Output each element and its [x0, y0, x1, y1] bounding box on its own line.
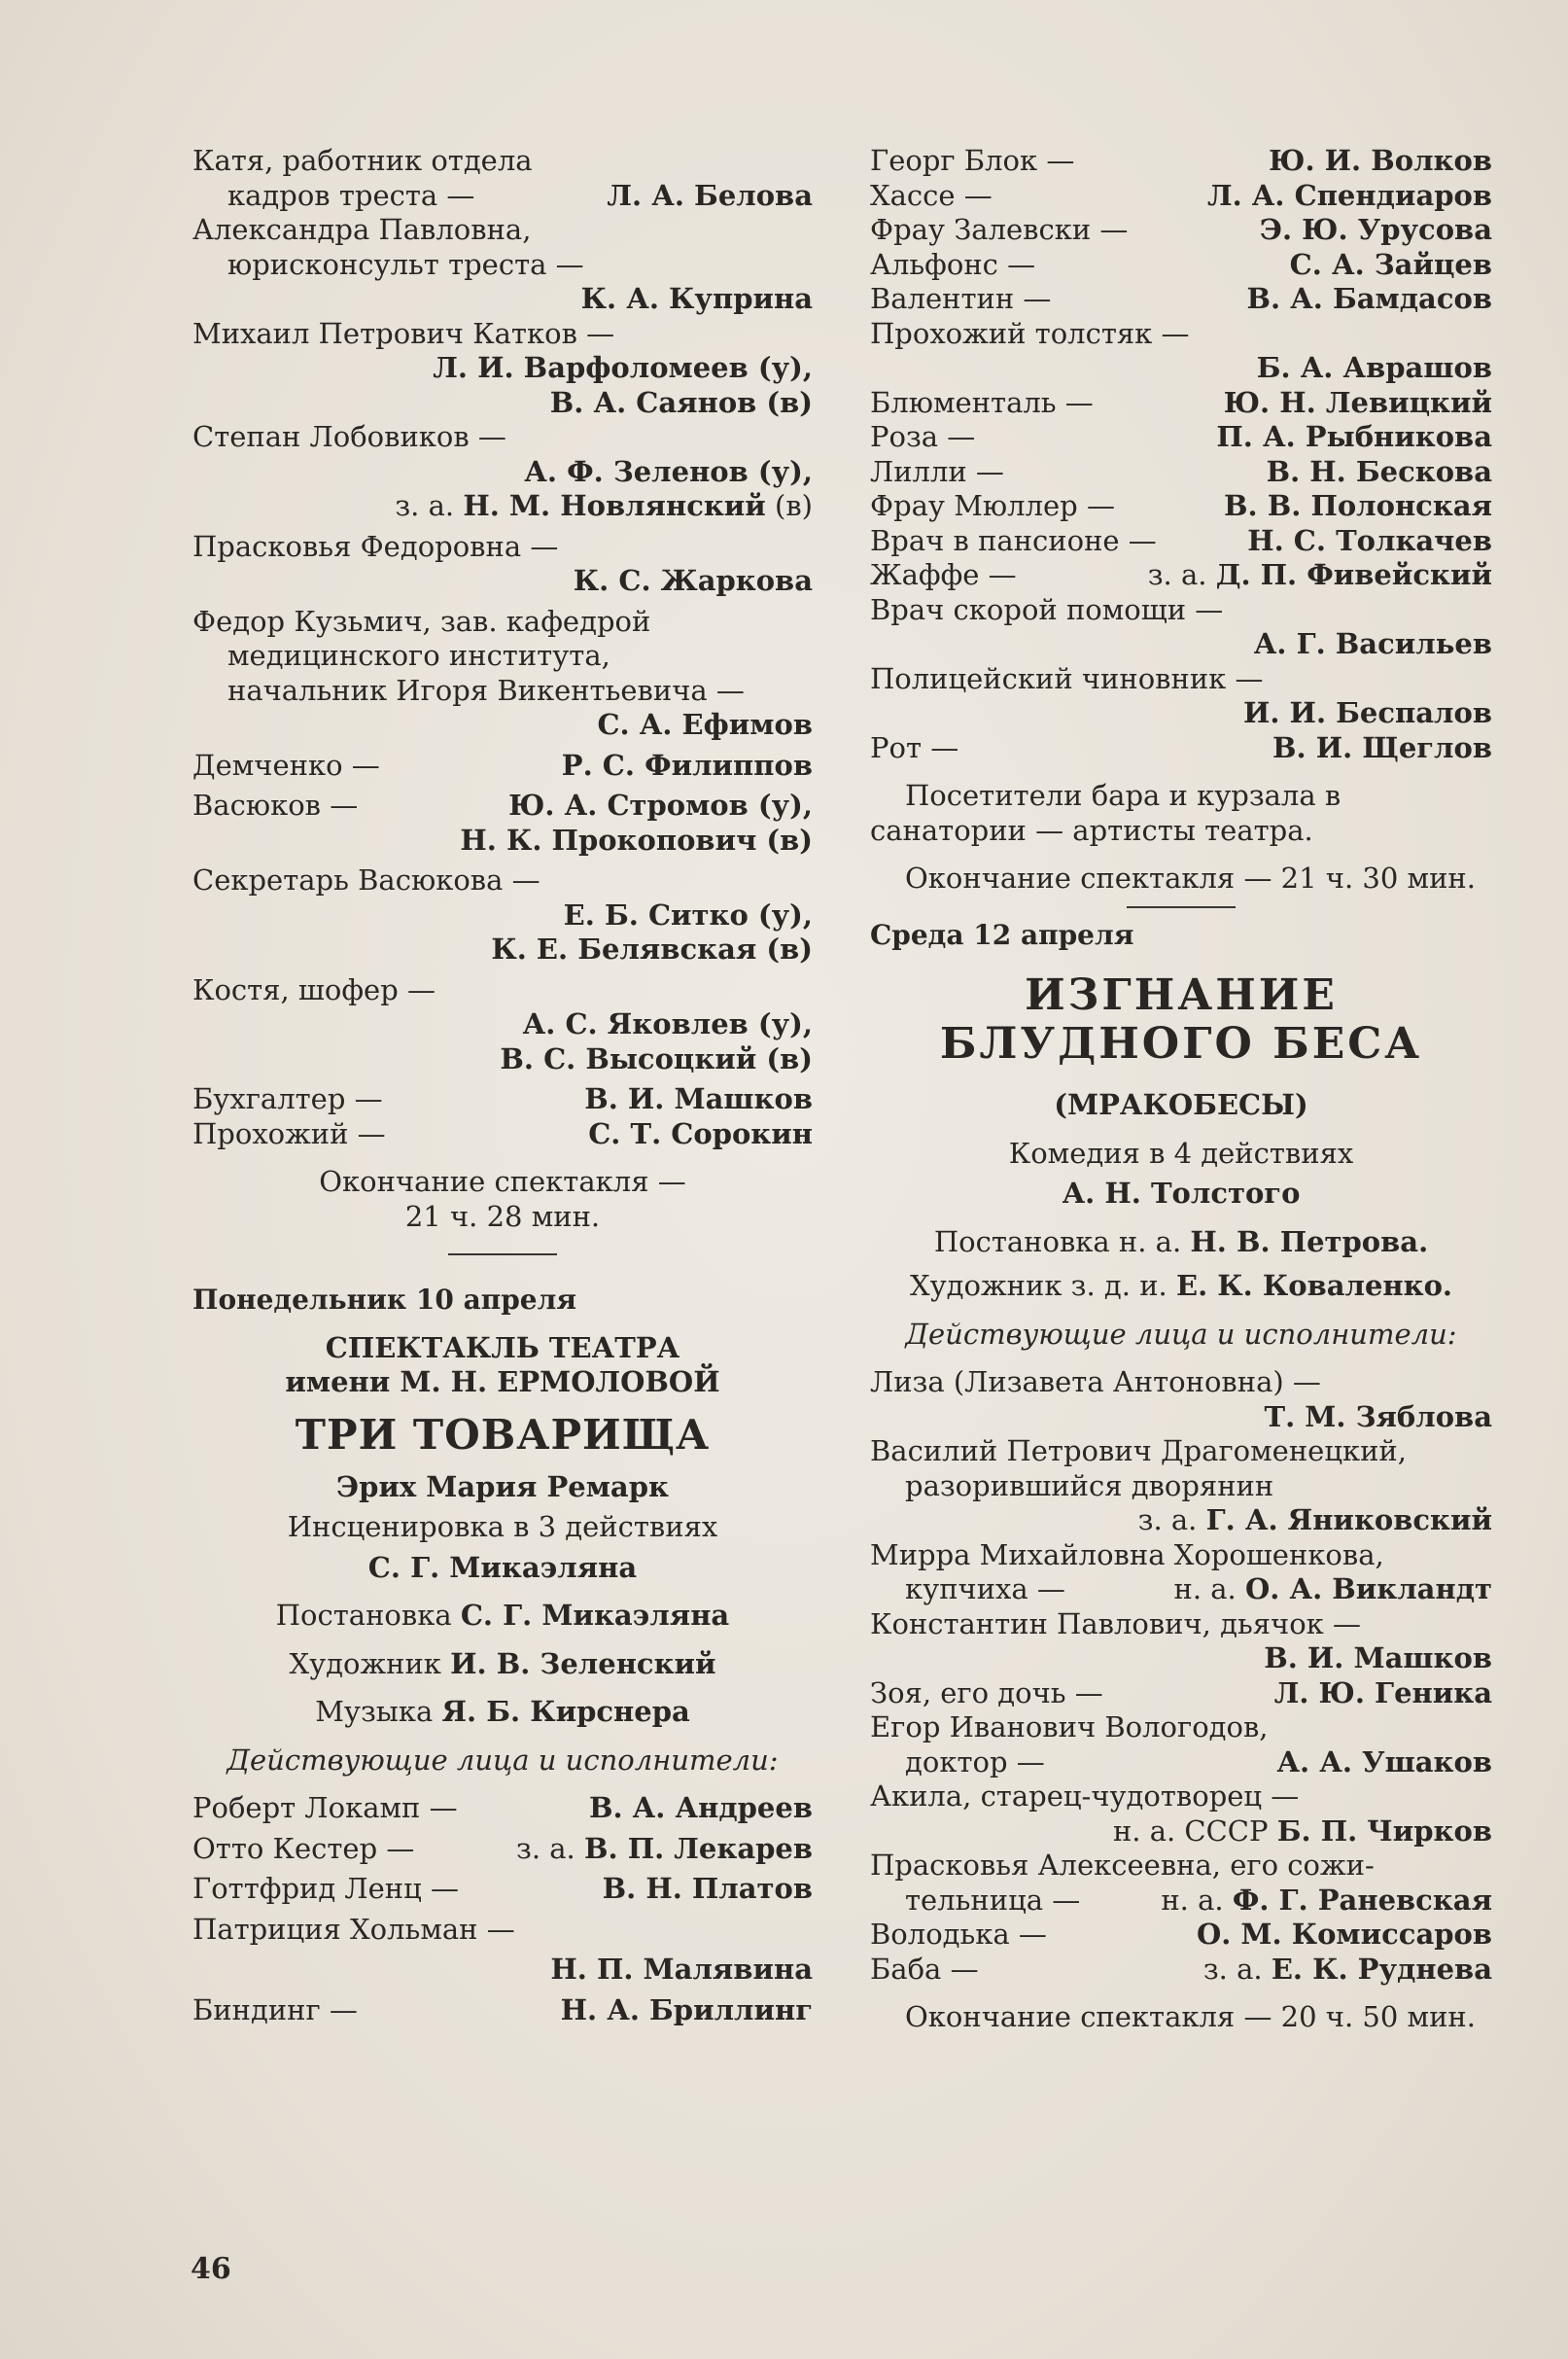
role-binding: Биндинг —	[192, 1992, 358, 2026]
actor-praskovya: К. С. Жаркова	[573, 564, 813, 597]
role-volodka: Володька —	[870, 1918, 1047, 1951]
actor-frau: Э. Ю. Урусова	[1259, 213, 1492, 246]
role-stepan: Степан Лобовиков —	[192, 420, 506, 453]
actor-fedor: С. А. Ефимов	[597, 708, 813, 741]
actor-otto: В. П. Лекарев	[584, 1831, 813, 1865]
role-valentin: Валентин —	[870, 282, 1052, 315]
role-blumenthal: Блюменталь —	[870, 385, 1094, 419]
play-title-line-2: БЛУДНОГО БЕСА	[939, 1019, 1423, 1069]
role-katya-cont: кадров треста —	[227, 178, 475, 212]
actor-patricia: Н. П. Малявина	[550, 1953, 813, 1986]
actor-lilli: В. Н. Бескова	[1266, 454, 1492, 488]
actor-secretary-2: К. Е. Белявская (в)	[491, 933, 813, 966]
actor-fat: Б. А. Аврашов	[1256, 351, 1492, 384]
visitors-note: Посетители бара и курзала в санатории — артисты театра.	[870, 779, 1342, 847]
actor-vasily-line	[870, 1503, 1492, 1538]
actor-ambulance: А. Г. Васильев	[1253, 627, 1492, 660]
cast-line-prohozhiy	[192, 1117, 813, 1152]
role-buhgalter: Бухгалтер —	[192, 1082, 383, 1115]
credit-name: С. Г. Микаэляна	[460, 1599, 730, 1632]
actor-alfons: С. А. Зайцев	[1289, 247, 1492, 281]
cast-line-valentin	[870, 282, 1492, 317]
end-time-note: Окончание спектакля — 21 ч. 30 мин.	[905, 862, 1476, 895]
actor-vasyukov-1: Ю. А. Стромов (у),	[508, 789, 813, 822]
actor-stepan-1: А. Ф. Зеленов (у),	[524, 454, 813, 488]
role-gottfried: Готтфрид Ленц —	[192, 1872, 459, 1905]
cast-line-volodka	[870, 1918, 1492, 1953]
theatre-line-2: имени М. Н. ЕРМОЛОВОЙ	[285, 1365, 720, 1398]
cast-line-vasyukov	[192, 789, 813, 824]
actor-akila: Б. П. Чирков	[1276, 1813, 1492, 1848]
actor-kostya-1: А. С. Яковлев (у),	[522, 1007, 813, 1040]
actor-katkov-2: В. А. Саянов (в)	[549, 385, 813, 419]
play-adaptation: Инсценировка в 3 действиях	[287, 1510, 718, 1543]
actor-valentin: В. А. Бамдасов	[1246, 282, 1492, 315]
credit-name: Е. К. Коваленко.	[1175, 1269, 1453, 1302]
cast-heading: Действующие лица и исполнители:	[905, 1317, 1457, 1351]
role-muller: Фрау Мюллер —	[870, 489, 1115, 522]
actor-egor: А. А. Ушаков	[1276, 1744, 1492, 1778]
role-katya: Катя, работник отдела	[192, 144, 533, 177]
credit-name: И. В. Зеленский	[450, 1646, 716, 1680]
role-robert: Роберт Локамп —	[192, 1791, 458, 1824]
actor-liza: Т. М. Зяблова	[1264, 1399, 1492, 1433]
role-praskovya-alekseevna: Прасковья Алексеевна, его сожи-	[870, 1848, 1375, 1882]
title-prefix: н. а.	[1173, 1572, 1237, 1605]
role-akila: Акила, старец-чудотворец —	[870, 1779, 1300, 1813]
cast-line-doctor	[870, 524, 1492, 559]
role-police: Полицейский чиновник —	[870, 661, 1264, 695]
title-prefix: з. а.	[516, 1831, 575, 1865]
role-vasyukov: Васюков —	[192, 789, 359, 822]
role-secretary: Секретарь Васюкова —	[192, 863, 540, 897]
actor-vasyukov-2: Н. К. Прокопович (в)	[460, 823, 813, 857]
cast-line-georg	[870, 144, 1492, 179]
role-praskovya-cont: тельница —	[905, 1883, 1081, 1917]
actor-muller: В. В. Полонская	[1224, 489, 1492, 522]
actor-hasse: Л. А. Спендиаров	[1206, 178, 1492, 212]
cast-line-rot	[870, 731, 1492, 766]
credit-label: Художник	[909, 1269, 1063, 1302]
actor-kostya-2: В. С. Высоцкий (в)	[500, 1041, 813, 1075]
role-egor-cont: доктор —	[905, 1744, 1045, 1778]
cast-line-zoya	[870, 1676, 1492, 1711]
actor-georg: Ю. И. Волков	[1269, 144, 1492, 177]
actor-mirra: О. А. Викландт	[1245, 1572, 1492, 1605]
title-prefix: з. а.	[1147, 558, 1207, 591]
cast-line-frau	[870, 213, 1492, 248]
credit-label: Постановка	[275, 1599, 452, 1632]
role-alexandra: Александра Павловна,	[192, 213, 532, 246]
role-roza: Роза —	[870, 420, 976, 453]
role-patricia: Патриция Хольман —	[192, 1912, 515, 1946]
actor-praskovya-alekseevna: Ф. Г. Раневская	[1232, 1883, 1492, 1917]
play-genre: Комедия в 4 действиях	[1008, 1136, 1354, 1170]
role-jaffe: Жаффе —	[870, 558, 1017, 591]
role-rot: Рот —	[870, 730, 959, 764]
cast-line-binding	[192, 1993, 813, 2028]
cast-line-praskovya-alekseevna	[870, 1884, 1492, 1919]
cast-line-mirra	[870, 1572, 1492, 1607]
role-fedor-cont1: медицинского института,	[227, 639, 610, 672]
cast-line-buhgalter	[192, 1082, 813, 1117]
cast-line-alfons	[870, 248, 1492, 283]
play-author: Эрих Мария Ремарк	[336, 1469, 669, 1503]
credit-director	[870, 1225, 1492, 1260]
role-vasily-cont: разорившийся дворянин	[905, 1468, 1274, 1502]
role-mirra-cont: купчиха —	[905, 1572, 1065, 1605]
play-title-line-1: ИЗГНАНИЕ	[1025, 970, 1338, 1020]
cast-line-muller	[870, 489, 1492, 524]
play-title-three-comrades: ТРИ ТОВАРИЩА	[295, 1410, 711, 1459]
role-liza: Лиза (Лизавета Антоновна) —	[870, 1365, 1321, 1398]
credit-label: Музыка	[315, 1695, 434, 1728]
role-ambulance: Врач скорой помощи —	[870, 592, 1224, 626]
actor-doctor: Н. С. Толкачев	[1247, 523, 1492, 557]
role-konstantin: Константин Павлович, дьячок —	[870, 1606, 1362, 1640]
role-hasse: Хассе —	[870, 178, 993, 212]
actor-blumenthal: Ю. Н. Левицкий	[1223, 385, 1492, 419]
right-column	[870, 144, 1492, 2035]
cast-line-otto	[192, 1832, 813, 1867]
title-prefix: з. д. и.	[1070, 1269, 1167, 1302]
role-egor: Егор Иванович Вологодов,	[870, 1710, 1269, 1743]
cast-line-blumenthal	[870, 386, 1492, 421]
role-fedor: Федор Кузьмич, зав. кафедрой	[192, 604, 651, 638]
actor-stepan-2-line	[192, 489, 813, 524]
actor-zoya: Л. Ю. Геника	[1273, 1675, 1492, 1709]
page-number: 46	[191, 2252, 231, 2286]
cast-heading: Действующие лица и исполнители:	[226, 1743, 779, 1777]
cast-line-hasse	[870, 179, 1492, 214]
credit-director	[192, 1599, 813, 1634]
cast-line-egor	[870, 1745, 1492, 1780]
actor-rot: В. И. Щеглов	[1272, 730, 1492, 764]
end-time-note: Окончание спектакля — 20 ч. 50 мин.	[905, 2000, 1476, 2033]
title-prefix: з. а.	[395, 489, 455, 522]
title-prefix: н. а.	[1118, 1224, 1182, 1258]
end-time-value: 21 ч. 28 мин.	[404, 1199, 601, 1233]
title-prefix: н. а. СССР	[1112, 1813, 1269, 1848]
date-heading-wednesday: Среда 12 апреля	[870, 918, 1134, 951]
role-mirra: Мирра Михайловна Хорошенкова,	[870, 1537, 1384, 1571]
role-georg: Георг Блок —	[870, 144, 1075, 177]
actor-prohozhiy: С. Т. Сорокин	[588, 1116, 813, 1150]
role-frau: Фрау Залевски —	[870, 213, 1129, 246]
role-alexandra-cont: юрисконсульт треста —	[227, 247, 584, 281]
cast-line-katya	[192, 179, 813, 214]
role-baba: Баба —	[870, 1952, 979, 1986]
actor-akila-line	[870, 1814, 1492, 1849]
role-lilli: Лилли —	[870, 454, 1004, 488]
actor-buhgalter: В. И. Машков	[584, 1082, 813, 1115]
date-heading-monday: Понедельник 10 апреля	[192, 1284, 577, 1316]
role-demchenko: Демченко —	[192, 748, 380, 782]
actor-katya: Л. А. Белова	[607, 178, 813, 212]
role-kostya: Костя, шофер —	[192, 972, 436, 1006]
actor-baba: Е. К. Руднева	[1271, 1952, 1492, 1986]
actor-alexandra: К. А. Куприна	[580, 282, 813, 315]
actor-stepan-2: Н. М. Новлянский	[463, 489, 766, 522]
role-otto: Отто Кестер —	[192, 1831, 415, 1865]
title-prefix: з. а.	[1202, 1952, 1263, 1986]
actor-jaffe: Д. П. Фивейский	[1215, 558, 1492, 591]
play-subtitle: (МРАКОБЕСЫ)	[1054, 1088, 1308, 1121]
end-time-label: Окончание спектакля —	[319, 1165, 686, 1198]
credit-label: Постановка	[933, 1224, 1110, 1258]
actor-volodka: О. М. Комиссаров	[1196, 1918, 1492, 1951]
credit-artist	[870, 1269, 1492, 1304]
actor-demchenko: Р. С. Филиппов	[561, 748, 813, 782]
cast-line-lilli	[870, 455, 1492, 490]
actor-police: И. И. Беспалов	[1242, 696, 1492, 729]
title-prefix: н. а.	[1161, 1883, 1224, 1917]
actor-vasily: Г. А. Яниковский	[1205, 1503, 1492, 1536]
credit-label: Художник	[289, 1646, 441, 1680]
actor-secretary-1: Е. Б. Ситко (у),	[563, 898, 813, 932]
role-praskovya: Прасковья Федоровна —	[192, 529, 559, 563]
actor-binding: Н. А. Бриллинг	[560, 1992, 813, 2026]
role-prohozhiy: Прохожий —	[192, 1116, 386, 1150]
cast-line-jaffe	[870, 558, 1492, 593]
credit-name: Я. Б. Кирснера	[441, 1695, 690, 1728]
cast-mark: (в)	[775, 489, 813, 522]
cast-line-gottfried	[192, 1872, 813, 1907]
play-adaptation-by: С. Г. Микаэляна	[367, 1550, 638, 1584]
role-katkov: Михаил Петрович Катков —	[192, 316, 615, 350]
title-prefix: з. а.	[1137, 1503, 1198, 1536]
actor-katkov-1: Л. И. Варфоломеев (у),	[433, 351, 813, 384]
role-fedor-cont2: начальник Игоря Викентьевича —	[227, 673, 745, 707]
theatre-line-1: СПЕКТАКЛЬ ТЕАТРА	[325, 1330, 680, 1364]
role-zoya: Зоя, его дочь —	[870, 1675, 1103, 1709]
role-fat: Прохожий толстяк —	[870, 316, 1190, 350]
cast-line-demchenko	[192, 749, 813, 784]
role-vasily: Василий Петрович Драгоменецкий,	[870, 1434, 1407, 1467]
credit-artist	[192, 1647, 813, 1682]
cast-line-robert	[192, 1791, 813, 1826]
actor-konstantin: В. И. Машков	[1264, 1641, 1492, 1674]
credit-music	[192, 1695, 813, 1730]
credit-name: Н. В. Петрова.	[1190, 1224, 1429, 1258]
left-column	[192, 144, 813, 2027]
actor-robert: В. А. Андреев	[588, 1791, 813, 1824]
actor-gottfried: В. Н. Платов	[602, 1872, 813, 1905]
cast-line-baba	[870, 1953, 1492, 1988]
cast-line-roza	[870, 420, 1492, 455]
play-author: А. Н. Толстого	[1062, 1177, 1301, 1210]
role-alfons: Альфонс —	[870, 247, 1036, 281]
actor-roza: П. А. Рыбникова	[1216, 420, 1492, 453]
role-doctor: Врач в пансионе —	[870, 523, 1157, 557]
